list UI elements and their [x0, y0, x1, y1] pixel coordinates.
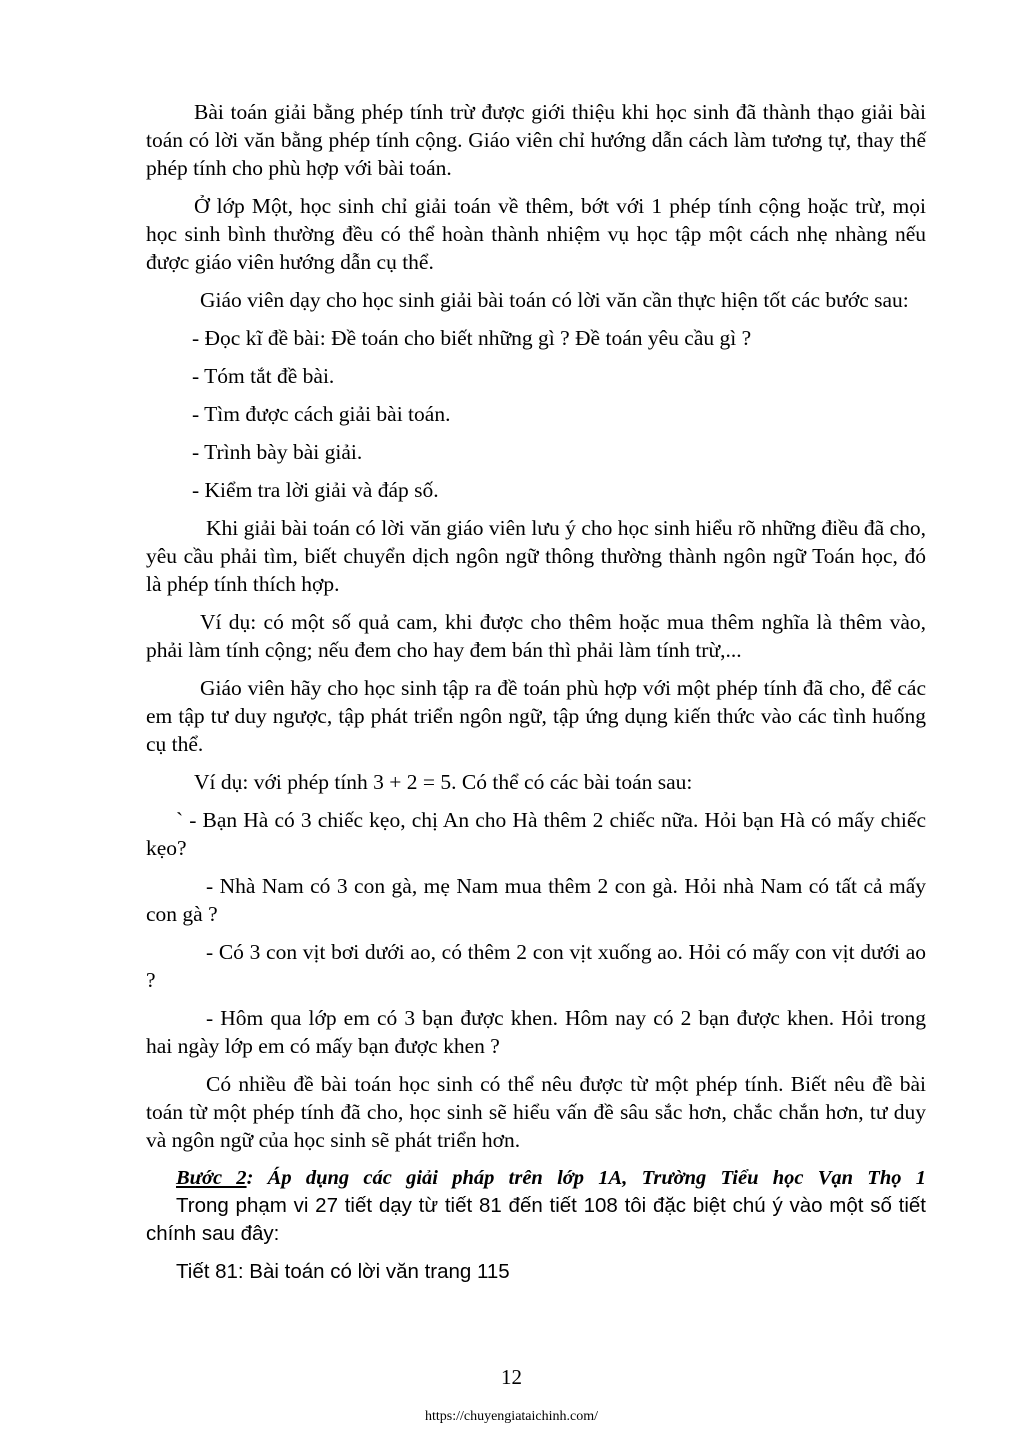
example-problem: ` - Bạn Hà có 3 chiếc kẹo, chị An cho Hà thêm 2 chiếc nữa. Hỏi bạn Hà có mấy chiếc kẹo?	[146, 808, 926, 860]
list-item: - Trình bày bài giải.	[192, 440, 363, 464]
footer-url: https://chuyengiataichinh.com/	[424, 1409, 599, 1424]
paragraph-solving-note: Khi giải bài toán có lời văn giáo viên lưu ý cho học sinh hiểu rõ những điều đã cho, yêu cầu phải tìm, biết chuyển dịch ngôn ngữ thông thường thành ngôn ngữ Toán học, đó là phép tính thích hợp.	[146, 516, 926, 596]
paragraph-example-intro: Ví dụ: với phép tính 3 + 2 = 5. Có thể có các bài toán sau:	[194, 770, 693, 794]
list-item: - Tóm tắt đề bài.	[192, 364, 335, 388]
paragraph-grade-one: Ở lớp Một, học sinh chỉ giải toán về thêm, bớt với 1 phép tính cộng hoặc trừ, mọi học sinh bình thường đều có thể hoàn thành nhiệm vụ học tập một cách nhẹ nhàng nếu được giáo viên hướng dẫn cụ thể.	[146, 194, 926, 274]
paragraph-reverse-thinking: Giáo viên hãy cho học sinh tập ra đề toán phù hợp với một phép tính đã cho, để các em tập tư duy ngược, tập phát triển ngôn ngữ, tập ứng dụng kiến thức vào các tình huống cụ thể.	[146, 676, 926, 756]
page-number: 12	[501, 1365, 522, 1389]
example-problems	[146, 806, 926, 1060]
paragraph-conclusion: Có nhiều đề bài toán học sinh có thể nêu được từ một phép tính. Biết nêu đề bài toán từ một phép tính đã cho, học sinh sẽ hiểu vấn đề sâu sắc hơn, chắc chắn hơn, tư duy và ngôn ngữ của học sinh sẽ phát triển hơn.	[146, 1072, 926, 1152]
paragraph-lesson-scope: Trong phạm vi 27 tiết dạy từ tiết 81 đến tiết 108 tôi đặc biệt chú ý vào một số tiết chính sau đây:	[146, 1194, 926, 1245]
example-problem: - Hôm qua lớp em có 3 bạn được khen. Hôm nay có 2 bạn được khen. Hỏi trong hai ngày lớp em có mấy bạn được khen ?	[146, 1006, 926, 1058]
list-item: - Kiểm tra lời giải và đáp số.	[192, 478, 439, 502]
example-problem: - Có 3 con vịt bơi dưới ao, có thêm 2 con vịt xuống ao. Hỏi có mấy con vịt dưới ao ?	[146, 940, 926, 992]
list-item: - Tìm được cách giải bài toán.	[192, 402, 451, 426]
step-2-text: : Áp dụng các giải pháp trên lớp 1A, Trường Tiểu học Vạn Thọ 1	[246, 1167, 926, 1189]
lesson-title: Tiết 81: Bài toán có lời văn trang 115	[176, 1260, 510, 1283]
paragraph-subtraction-intro: Bài toán giải bằng phép tính trừ được giới thiệu khi học sinh đã thành thạo giải bài toán có lời văn bằng phép tính cộng. Giáo viên chỉ hướng dẫn cách làm tương tự, thay thế phép tính cho phù hợp với bài toán.	[146, 100, 926, 180]
step-2-heading	[146, 1164, 926, 1192]
steps-list	[146, 324, 926, 504]
example-problem: - Nhà Nam có 3 con gà, mẹ Nam mua thêm 2 con gà. Hỏi nhà Nam có tất cả mấy con gà ?	[146, 874, 926, 926]
list-item: - Đọc kĩ đề bài: Đề toán cho biết những gì ? Đề toán yêu cầu gì ?	[192, 326, 752, 350]
document-body	[146, 98, 926, 1286]
paragraph-example-oranges: Ví dụ: có một số quả cam, khi được cho thêm hoặc mua thêm nghĩa là thêm vào, phải làm tính cộng; nếu đem cho hay đem bán thì phải làm tính trừ,...	[146, 610, 926, 662]
paragraph-steps-intro: Giáo viên dạy cho học sinh giải bài toán có lời văn cần thực hiện tốt các bước sau:	[200, 288, 909, 312]
step-2-label: Bước 2	[176, 1167, 247, 1189]
